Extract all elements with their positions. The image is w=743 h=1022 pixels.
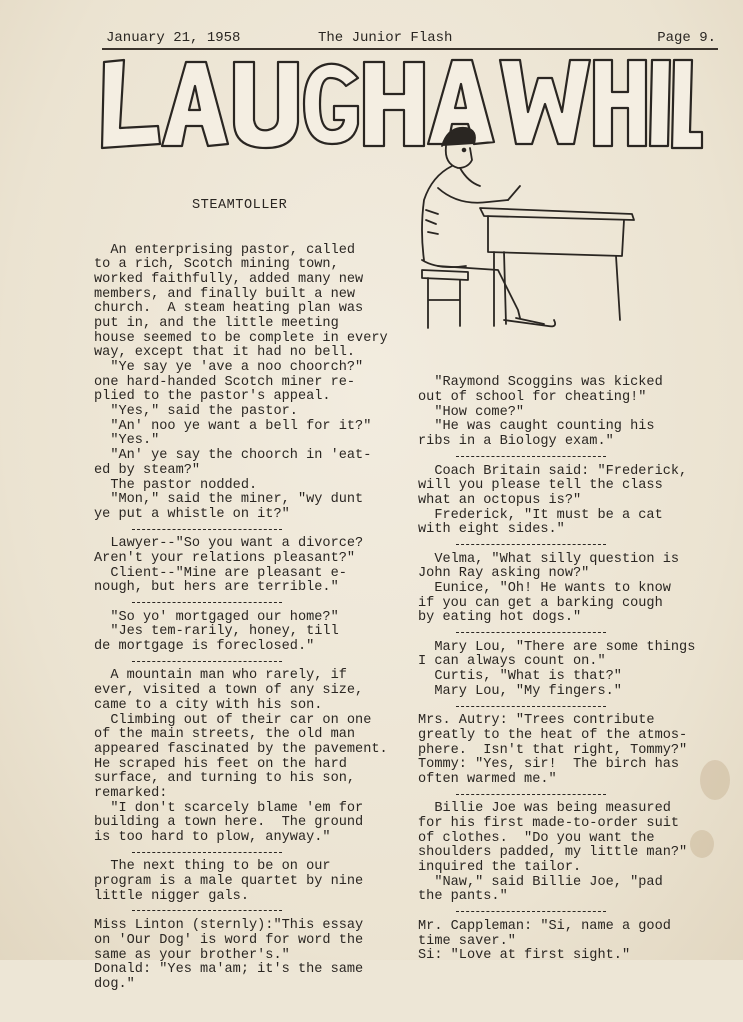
text-line: ribs in a Biology exam." — [418, 434, 614, 450]
text-line: de mortgage is foreclosed." — [94, 639, 315, 655]
joke-separator — [94, 846, 410, 861]
text-line: remarked: — [94, 785, 168, 801]
joke-separator — [418, 788, 730, 803]
paper-stain — [690, 830, 714, 858]
text-line: ye put a whistle on it?" — [94, 506, 290, 522]
text-line: "Ye say ye 'ave a noo choorch?" — [94, 360, 364, 375]
text-line: I can always count on." — [418, 654, 606, 670]
text-line: worked faithfully, added many new — [94, 271, 364, 287]
text-line: time saver." — [418, 933, 516, 949]
text-line: Billie Joe was being measured — [418, 801, 671, 817]
text-line: little nigger gals. — [94, 888, 249, 904]
text-line: members, and finally built a new — [94, 286, 356, 302]
text-line: put in, and the little meeting — [94, 315, 339, 331]
text-line: surface, and turning to his son, — [94, 771, 356, 787]
text-line: "I don't scarcely blame 'em for — [94, 800, 364, 816]
header-page-number: Page 9. — [657, 30, 716, 46]
text-line: by eating hot dogs." — [418, 610, 582, 626]
text-line: if you can get a barking cough — [418, 595, 663, 611]
text-line: "Jes tem-rarily, honey, till — [94, 624, 339, 640]
text-line: "An' ye say the choorch in 'eat- — [94, 448, 372, 464]
text-line: house seemed to be complete in every — [94, 330, 388, 346]
text-line: Eunice, "Oh! He wants to know — [418, 581, 671, 597]
text-line: Velma, "What silly question is — [418, 551, 680, 567]
joke-separator — [418, 538, 730, 553]
text-line: same as your brother's." — [94, 947, 290, 963]
text-line: program is a male quartet by nine — [94, 874, 364, 890]
text-line: Lawyer--"So you want a divorce? — [94, 536, 364, 552]
text-line: "How come?" — [418, 404, 525, 420]
text-line: Donald: "Yes ma'am; it's the same — [94, 962, 364, 978]
text-line: dog." — [94, 976, 135, 992]
text-line: came to a city with his son. — [94, 697, 323, 713]
text-line: "An' noo ye want a bell for it?" — [94, 418, 372, 434]
text-line: "Naw," said Billie Joe, "pad — [418, 874, 663, 890]
text-line: Curtis, "What is that?" — [418, 669, 622, 685]
page-header — [102, 30, 718, 50]
text-line: "He was caught counting his — [418, 419, 655, 435]
text-line: Miss Linton (sternly):"This essay — [94, 918, 364, 934]
text-line: appeared fascinated by the pavement. — [94, 741, 388, 757]
text-line: Mr. Cappleman: "Si, name a good — [418, 918, 671, 934]
text-line: of the main streets, the old man — [94, 727, 356, 743]
text-line: inquired the tailor. — [418, 860, 582, 876]
text-line: shoulders padded, my little man?" — [418, 845, 688, 861]
student-at-desk-drawing — [408, 120, 640, 338]
text-line: "So yo' mortgaged our home?" — [94, 609, 339, 625]
joke-separator — [94, 523, 410, 538]
text-line: The next thing to be on our — [94, 859, 331, 875]
text-line: An enterprising pastor, called — [94, 242, 356, 258]
text-line: John Ray asking now?" — [418, 566, 590, 582]
text-line: one hard-handed Scotch miner re- — [94, 374, 356, 390]
text-line: nough, but hers are terrible." — [94, 580, 339, 596]
text-line: "Raymond Scoggins was kicked — [418, 375, 663, 391]
left-column-jokes — [94, 170, 410, 1022]
text-line: Frederick, "It must be a cat — [418, 507, 663, 523]
joke-separator — [94, 655, 410, 670]
text-line: greatly to the heat of the atmos- — [418, 727, 688, 743]
text-line: out of school for cheating!" — [418, 390, 647, 406]
joke-separator — [418, 450, 730, 465]
text-line: A mountain man who rarely, if — [94, 668, 347, 684]
text-line: is too hard to plow, anyway." — [94, 830, 331, 845]
text-line: will you please tell the class — [418, 478, 663, 494]
text-line: on 'Our Dog' is word for word the — [94, 932, 364, 948]
text-line: for his first made-to-order suit — [418, 816, 680, 832]
header-date: January 21, 1958 — [106, 30, 241, 46]
text-line: ever, visited a town of any size, — [94, 683, 364, 699]
joke-separator — [94, 596, 410, 611]
text-line: plied to the pastor's appeal. — [94, 389, 331, 405]
text-line: often warmed me." — [418, 771, 557, 787]
text-line: phere. Isn't that right, Tommy?" — [418, 742, 688, 758]
joke-separator — [418, 626, 730, 641]
text-line: He scraped his feet on the hard — [94, 756, 347, 772]
text-line: building a town here. The ground — [94, 815, 364, 831]
text-line: Client--"Mine are pleasant e- — [94, 565, 347, 581]
text-line: Mary Lou, "There are some things — [418, 639, 696, 655]
text-line: with eight sides." — [418, 522, 565, 538]
right-column-jokes — [418, 347, 730, 993]
text-line: church. A steam heating plan was — [94, 301, 364, 317]
text-line: what an octopus is?" — [418, 492, 582, 508]
text-line: Aren't your relations pleasant?" — [94, 550, 356, 566]
text-line: "Yes," said the pastor. — [94, 404, 298, 420]
text-line: Tommy: "Yes, sir! The birch has — [418, 757, 680, 773]
text-line: way, except that it had no bell. — [94, 345, 356, 361]
text-line: Climbing out of their car on one — [94, 712, 372, 728]
text-line: The pastor nodded. — [94, 477, 258, 493]
text-line: Coach Britain said: "Frederick, — [418, 463, 688, 479]
text-line: to a rich, Scotch mining town, — [94, 257, 339, 273]
joke-separator — [94, 904, 410, 919]
text-line: Mary Lou, "My fingers." — [418, 683, 622, 699]
text-line: Si: "Love at first sight." — [418, 948, 631, 964]
text-line: of clothes. "Do you want the — [418, 830, 655, 846]
text-line: ed by steam?" — [94, 462, 201, 478]
joke-separator — [418, 700, 730, 715]
header-publication: The Junior Flash — [318, 30, 453, 46]
joke-separator — [418, 905, 730, 920]
paper-stain — [700, 760, 730, 800]
text-line: the pants." — [418, 889, 508, 905]
text-line: "Yes." — [94, 433, 160, 449]
text-line: Mrs. Autry: "Trees contribute — [418, 713, 655, 729]
article-heading: STEAMTOLLER — [192, 198, 288, 214]
text-line: "Mon," said the miner, "wy dunt — [94, 492, 364, 508]
